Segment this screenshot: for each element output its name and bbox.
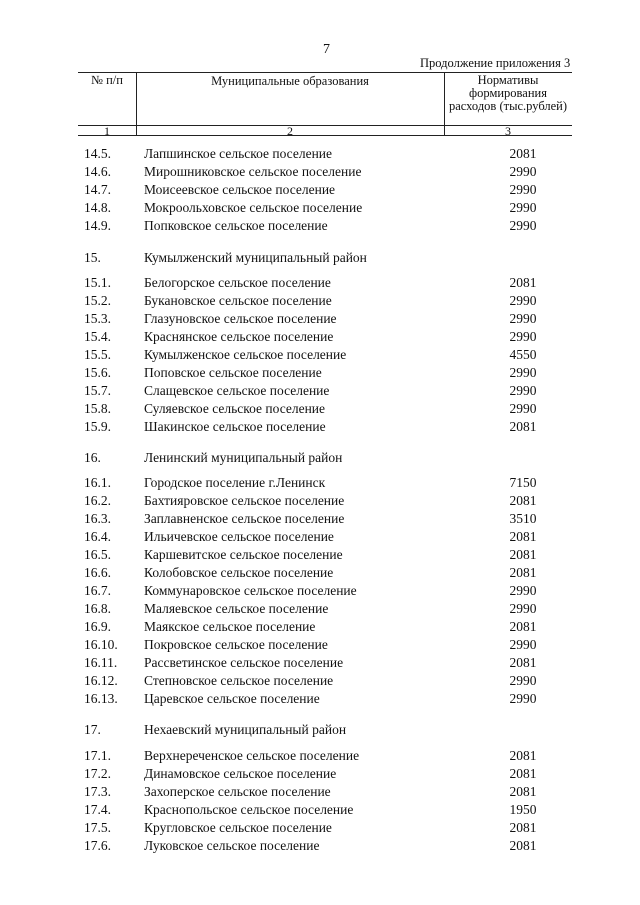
table-row [0,199,640,217]
municipality-name: Шакинское сельское поселение [144,419,326,434]
norm-value: 2081 [509,146,537,161]
table-header [78,72,572,136]
table-row [0,690,640,708]
norm-value: 2990 [509,329,537,344]
row-number: 17.4. [84,802,111,817]
municipality-name: Луковское сельское поселение [144,838,320,853]
row-number: 15.7. [84,383,111,398]
row-number: 14.8. [84,200,111,215]
norm-value: 2990 [509,601,537,616]
row-number: 16.1. [84,475,111,490]
municipality-name: Краснянское сельское поселение [144,329,334,344]
column-number-3: 3 [505,124,511,138]
municipality-name: Кумылженский муниципальный район [144,250,367,265]
municipality-name: Краснопольское сельское поселение [144,802,354,817]
row-number: 15.3. [84,311,111,326]
table-row [0,181,640,199]
municipality-name: Маляевское сельское поселение [144,601,329,616]
page-number: 7 [323,42,330,57]
municipality-name: Захоперское сельское поселение [144,784,331,799]
norm-value: 2081 [509,547,537,562]
table-row [0,618,640,636]
table-row [0,400,640,418]
table-row [0,837,640,855]
norm-value: 2990 [509,200,537,215]
row-number: 16.5. [84,547,111,562]
row-number: 16.9. [84,619,111,634]
table-row [0,654,640,672]
municipality-name: Колобовское сельское поселение [144,565,334,580]
district-row [0,449,640,467]
header-number-column: № п/п [91,73,123,87]
norm-value: 3510 [509,511,537,526]
norm-value: 2081 [509,275,537,290]
norm-value: 2081 [509,838,537,853]
norm-value: 2081 [509,766,537,781]
norm-value: 2081 [509,820,537,835]
row-number: 15.9. [84,419,111,434]
norm-value: 2081 [509,565,537,580]
row-number: 16.8. [84,601,111,616]
table-row [0,510,640,528]
column-number-2: 2 [287,124,293,138]
municipality-name: Попковское сельское поселение [144,218,328,233]
row-number: 17.3. [84,784,111,799]
municipality-name: Белогорское сельское поселение [144,275,331,290]
table-row [0,217,640,235]
row-number: 16.13. [84,691,118,706]
norm-value: 2990 [509,583,537,598]
municipality-name: Бахтияровское сельское поселение [144,493,345,508]
table-row [0,310,640,328]
municipality-name: Коммунаровское сельское поселение [144,583,357,598]
municipality-name: Городское поселение г.Ленинск [144,475,326,490]
municipality-name: Мокроольховское сельское поселение [144,200,363,215]
municipality-name: Мирошниковское сельское поселение [144,164,362,179]
row-number: 16.12. [84,673,118,688]
row-number: 16.3. [84,511,111,526]
row-number: 14.9. [84,218,111,233]
norm-value: 2990 [509,637,537,652]
table-row [0,765,640,783]
norm-value: 2081 [509,784,537,799]
table-row [0,474,640,492]
municipality-name: Нехаевский муниципальный район [144,722,347,737]
municipality-name: Слащевское сельское поселение [144,383,330,398]
norm-value: 2990 [509,164,537,179]
row-number: 17. [84,722,101,737]
municipality-name: Суляевское сельское поселение [144,401,326,416]
norm-value: 2990 [509,383,537,398]
municipality-name: Покровское сельское поселение [144,637,328,652]
row-number: 16.11. [84,655,118,670]
municipality-name: Рассветинское сельское поселение [144,655,344,670]
header-municipality-column: Муниципальные образования [211,74,369,88]
table-row [0,163,640,181]
norm-value: 2081 [509,748,537,763]
municipality-name: Моисеевское сельское поселение [144,182,336,197]
column-number-1: 1 [104,124,110,138]
district-row [0,721,640,739]
row-number: 16.2. [84,493,111,508]
row-number: 16.6. [84,565,111,580]
municipality-name: Ильичевское сельское поселение [144,529,334,544]
row-number: 16.7. [84,583,111,598]
norm-value: 2081 [509,655,537,670]
row-number: 15. [84,250,101,265]
municipality-name: Царевское сельское поселение [144,691,320,706]
row-number: 14.7. [84,182,111,197]
norm-value: 2990 [509,311,537,326]
norm-value: 4550 [509,347,537,362]
row-number: 17.2. [84,766,111,781]
norm-value: 2990 [509,673,537,688]
norm-value: 2081 [509,493,537,508]
norm-value: 2081 [509,619,537,634]
table-row [0,418,640,436]
table-row [0,819,640,837]
norm-value: 2990 [509,691,537,706]
municipality-name: Каршевитское сельское поселение [144,547,343,562]
row-number: 14.6. [84,164,111,179]
row-number: 16.4. [84,529,111,544]
row-number: 16. [84,450,101,465]
row-number: 17.5. [84,820,111,835]
municipality-name: Кругловское сельское поселение [144,820,332,835]
table-row [0,145,640,163]
municipality-name: Ленинский муниципальный район [144,450,343,465]
norm-value: 2081 [509,529,537,544]
table-row [0,564,640,582]
municipality-name: Букановское сельское поселение [144,293,332,308]
row-number: 14.5. [84,146,111,161]
municipality-name: Степновское сельское поселение [144,673,334,688]
table-row [0,492,640,510]
municipality-name: Динамовское сельское поселение [144,766,337,781]
table-row [0,528,640,546]
row-number: 15.2. [84,293,111,308]
row-number: 15.4. [84,329,111,344]
table-row [0,582,640,600]
table-row [0,801,640,819]
table-row [0,274,640,292]
municipality-name: Маякское сельское поселение [144,619,316,634]
table-row [0,292,640,310]
row-number: 15.6. [84,365,111,380]
row-number: 16.10. [84,637,118,652]
district-row [0,249,640,267]
municipality-name: Лапшинское сельское поселение [144,146,333,161]
table-row [0,328,640,346]
municipality-name: Кумылженское сельское поселение [144,347,347,362]
row-number: 15.1. [84,275,111,290]
municipality-name: Верхнереченское сельское поселение [144,748,360,763]
norm-value: 1950 [509,802,537,817]
table-row [0,382,640,400]
table-row [0,672,640,690]
row-number: 17.1. [84,748,111,763]
norm-value: 2990 [509,293,537,308]
municipality-name: Заплавненское сельское поселение [144,511,345,526]
table-row [0,364,640,382]
municipality-name: Глазуновское сельское поселение [144,311,337,326]
norm-value: 7150 [509,475,537,490]
row-number: 15.8. [84,401,111,416]
norm-value: 2990 [509,218,537,233]
norm-value: 2990 [509,182,537,197]
table-row [0,546,640,564]
row-number: 15.5. [84,347,111,362]
norm-value: 2990 [509,365,537,380]
header-norm-column: Нормативы формирования расходов (тыс.рублей) [448,73,568,113]
table-row [0,346,640,364]
row-number: 17.6. [84,838,111,853]
table-row [0,783,640,801]
table-row [0,747,640,765]
municipality-name: Поповское сельское поселение [144,365,322,380]
table-row [0,600,640,618]
table-row [0,636,640,654]
norm-value: 2081 [509,419,537,434]
norm-value: 2990 [509,401,537,416]
continuation-note: Продолжение приложения 3 [420,56,571,70]
